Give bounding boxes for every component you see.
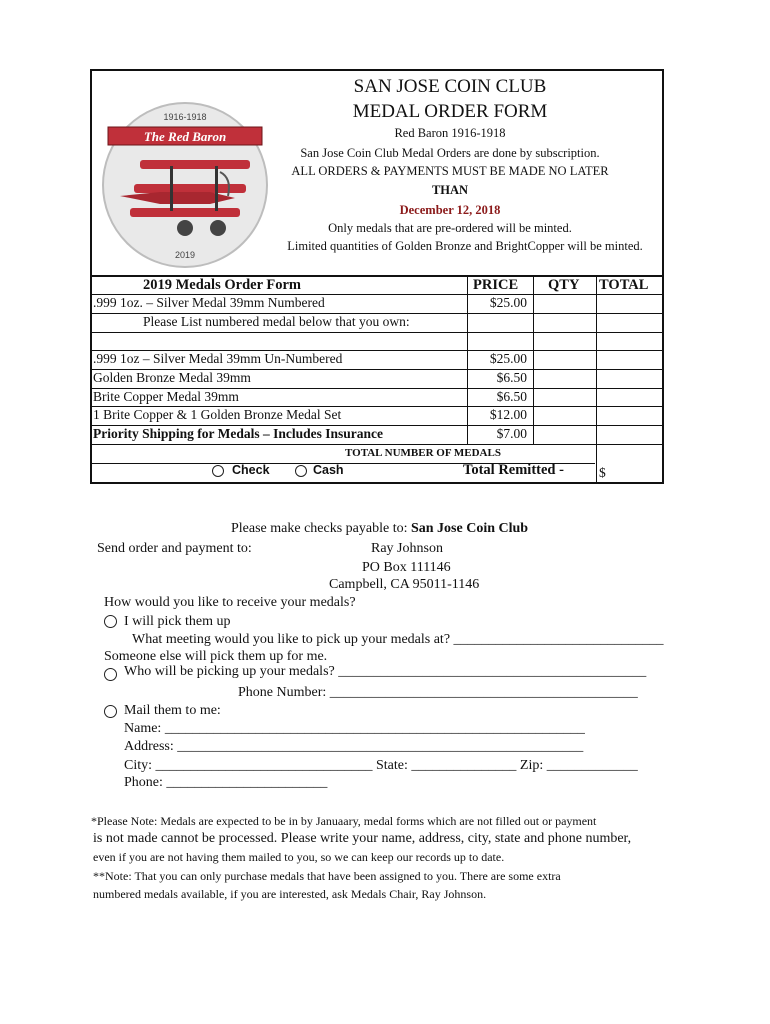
pickup-label: I will pick them up bbox=[124, 614, 231, 629]
table-row-desc: .999 1oz – Silver Medal 39mm Un-Numbered bbox=[93, 351, 343, 366]
name-field[interactable]: Name: ____________________________________________________________ bbox=[124, 721, 585, 736]
red-baron-logo bbox=[100, 100, 270, 270]
total-remitted-label: Total Remitted - bbox=[463, 462, 564, 478]
club-title: SAN JOSE COIN CLUB bbox=[353, 76, 547, 97]
dollar-sign: $ bbox=[599, 465, 606, 480]
payee-name: San Jose Coin Club bbox=[410, 521, 529, 536]
who-field[interactable]: Who will be picking up your medals? ____________________________________________ bbox=[124, 664, 647, 679]
info-line-5: Limited quantities of Golden Bronze and BrightCopper will be minted. bbox=[287, 239, 643, 253]
logo-year: 2019 bbox=[174, 250, 196, 260]
form-title: MEDAL ORDER FORM bbox=[352, 101, 548, 122]
col-total: TOTAL bbox=[599, 277, 649, 293]
pickup-radio[interactable] bbox=[104, 615, 117, 628]
checks-payable: Please make checks payable to: San Jose Coin Club bbox=[231, 521, 529, 536]
info-line-4: Only medals that are pre-ordered will be minted. bbox=[328, 221, 572, 235]
table-row-price: $7.00 bbox=[496, 426, 527, 441]
check-label: Check bbox=[232, 463, 270, 477]
receive-question: How would you like to receive your medals? bbox=[104, 595, 356, 610]
logo-top-text: 1916-1918 bbox=[163, 112, 207, 122]
send-order-label: Send order and payment to: bbox=[97, 541, 252, 556]
note-2: is not made cannot be processed. Please write your name, address, city, state and phone number, bbox=[93, 831, 632, 846]
someone-else-radio[interactable] bbox=[104, 668, 117, 681]
payee-contact-name: Ray Johnson bbox=[371, 541, 443, 556]
note-5: numbered medals available, if you are interested, ask Medals Chair, Ray Johnson. bbox=[93, 887, 487, 901]
city-state-zip: Campbell, CA 95011-1146 bbox=[329, 577, 480, 592]
note-1: *Please Note: Medals are expected to be in by Januaary, medal forms which are not filled out or payment bbox=[91, 814, 597, 828]
table-row-price: $25.00 bbox=[489, 351, 527, 366]
table-row-price: $6.50 bbox=[496, 370, 527, 385]
note-4: **Note: That you can only purchase medals that have been assigned to you. There are some extra bbox=[93, 869, 561, 883]
city-state-zip-field[interactable]: City: _______________________________ State: _______________ Zip: _____________ bbox=[124, 758, 638, 773]
table-row-desc: Priority Shipping for Medals – Includes Insurance bbox=[93, 426, 384, 441]
phone2-field[interactable]: Phone: _______________________ bbox=[124, 775, 328, 790]
table-heading: 2019 Medals Order Form bbox=[143, 277, 301, 293]
cash-label: Cash bbox=[313, 463, 344, 477]
check-radio[interactable] bbox=[212, 465, 224, 477]
deadline: December 12, 2018 bbox=[399, 203, 501, 217]
phone-field[interactable]: Phone Number: ____________________________________________ bbox=[238, 685, 638, 700]
address-field[interactable]: Address: __________________________________________________________ bbox=[124, 739, 584, 754]
subtitle: Red Baron 1916-1918 bbox=[394, 126, 506, 140]
col-qty: QTY bbox=[548, 277, 580, 293]
info-line-2: ALL ORDERS & PAYMENTS MUST BE MADE NO LATER bbox=[291, 164, 609, 178]
po-box: PO Box 111146 bbox=[362, 560, 451, 575]
table-row-price: $12.00 bbox=[489, 407, 527, 422]
someone-else-label: Someone else will pick them up for me. bbox=[104, 649, 328, 664]
col-price: PRICE bbox=[473, 277, 519, 293]
table-row-desc: .999 1oz. – Silver Medal 39mm Numbered bbox=[93, 295, 325, 310]
mail-radio[interactable] bbox=[104, 705, 117, 718]
mail-label: Mail them to me: bbox=[124, 703, 221, 718]
total-medals-label: TOTAL NUMBER OF MEDALS bbox=[345, 447, 501, 459]
logo-banner: The Red Baron bbox=[143, 129, 227, 144]
meeting-field[interactable]: What meeting would you like to pick up your medals at? ______________________________ bbox=[132, 632, 664, 647]
table-row-desc: 1 Brite Copper & 1 Golden Bronze Medal Set bbox=[93, 407, 342, 422]
info-line-1: San Jose Coin Club Medal Orders are done by subscription. bbox=[300, 146, 600, 160]
cash-radio[interactable] bbox=[295, 465, 307, 477]
table-row-desc: Please List numbered medal below that you own: bbox=[143, 314, 410, 329]
table-row-desc: Golden Bronze Medal 39mm bbox=[93, 370, 251, 385]
note-3: even if you are not having them mailed to you, so we can keep our records up to date. bbox=[93, 850, 505, 864]
info-line-3: THAN bbox=[431, 183, 469, 197]
table-row-price: $25.00 bbox=[489, 295, 527, 310]
table-row-price: $6.50 bbox=[496, 389, 527, 404]
table-row-desc: Brite Copper Medal 39mm bbox=[93, 389, 239, 404]
